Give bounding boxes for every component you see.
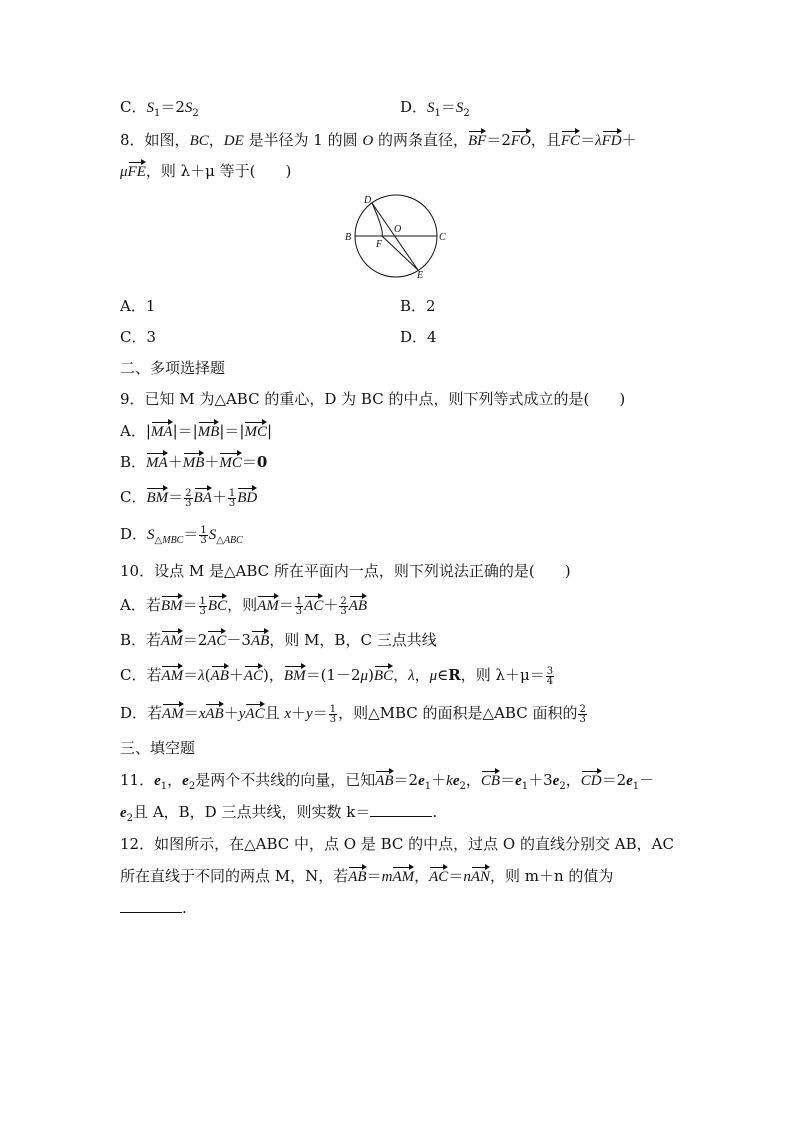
q11-stem-line1: 11．$e_1$，$e_2$是两个不共线的向量，已知$AB=2e_1+ke_2$，$CB=e_1+3e_2$，$CD=2e_1-$ [120, 771, 655, 792]
label-f: F [376, 239, 383, 250]
q9-option-a[interactable]: A．|MA|＝|MB|＝|MC| [120, 422, 273, 440]
q9-option-d[interactable]: D．$S_{\triangle MBC}=$ $\frac{1}{3}$ $S_{\triangle ABC}$ [120, 524, 243, 546]
q11-stem-line2: $e_2$且 A，B，D 三点共线，则实数 k＝ . [120, 803, 438, 824]
q8-option-d[interactable]: D．4 [400, 328, 437, 346]
q9-option-b[interactable]: B．MA＋MB＋MC＝0 [120, 453, 268, 471]
label-c: C [439, 232, 446, 243]
q10-option-c[interactable]: C．若AM＝λ(AB＋AC)，BM＝(1－2μ)BC，λ，μ∈R，则 λ＋μ＝ $\frac{3}{4}$ [120, 665, 554, 687]
label-d: D [364, 195, 372, 206]
q8-circle-figure [340, 190, 450, 280]
q9-stem: 9．已知 M 为△ABC 的重心，D 为 BC 的中点，则下列等式成立的是( ) [120, 390, 626, 408]
q10-stem: 10．设点 M 是△ABC 所在平面内一点，则下列说法正确的是( ) [120, 562, 571, 580]
q7-option-c[interactable]: C．$S_1=2S_2$ [120, 98, 199, 119]
q8-option-c[interactable]: C．3 [120, 328, 157, 346]
q12-stem-line2: 所在直线于不同的两点 M，N，若AB＝mAM，AC＝nAN，则 m＋n 的值为 [120, 867, 614, 885]
section-multiple-choice: 二、多项选择题 [120, 359, 226, 377]
q11-answer-blank[interactable] [370, 802, 432, 817]
q8-stem-line2: μFE，则 λ＋μ 等于( ) [120, 162, 292, 180]
q8-option-b[interactable]: B．2 [400, 297, 436, 315]
q12-answer-blank[interactable] [120, 898, 182, 913]
q12-stem-line1: 12．如图所示，在△ABC 中，点 O 是 BC 的中点，过点 O 的直线分别交 AB，AC [120, 835, 674, 853]
q8-stem-line1: 8．如图，BC，DE 是半径为 1 的圆 O 的两条直径，BF＝2FO，且FC＝λFD＋ [120, 131, 637, 149]
label-b: B [345, 232, 352, 243]
q9-option-c[interactable]: C．BM＝ $\frac{2}{3}$ BA＋ $\frac{1}{3}$ BD [120, 487, 258, 509]
q10-option-a[interactable]: A．若BM＝ $\frac{1}{3}$ BC，则AM＝ $\frac{1}{3}$ AC＋ $\frac{2}{3}$ AB [120, 595, 368, 617]
label-e: E [417, 270, 424, 280]
q10-option-d[interactable]: D．若AM＝xAB＋yAC且 x＋y＝ $\frac{1}{3}$ ，则△MBC 的面积是△ABC 面积的 $\frac{2}{3}$ [120, 703, 586, 725]
q7-option-d[interactable]: D．$S_1=S_2$ [400, 98, 470, 119]
q12-stem-line3: . [120, 898, 187, 918]
q8-option-a[interactable]: A．1 [120, 297, 156, 315]
section-fill-in: 三、填空题 [120, 739, 196, 757]
q10-option-b[interactable]: B．若AM＝2AC－3AB，则 M，B，C 三点共线 [120, 631, 437, 649]
label-o: O [394, 224, 402, 235]
